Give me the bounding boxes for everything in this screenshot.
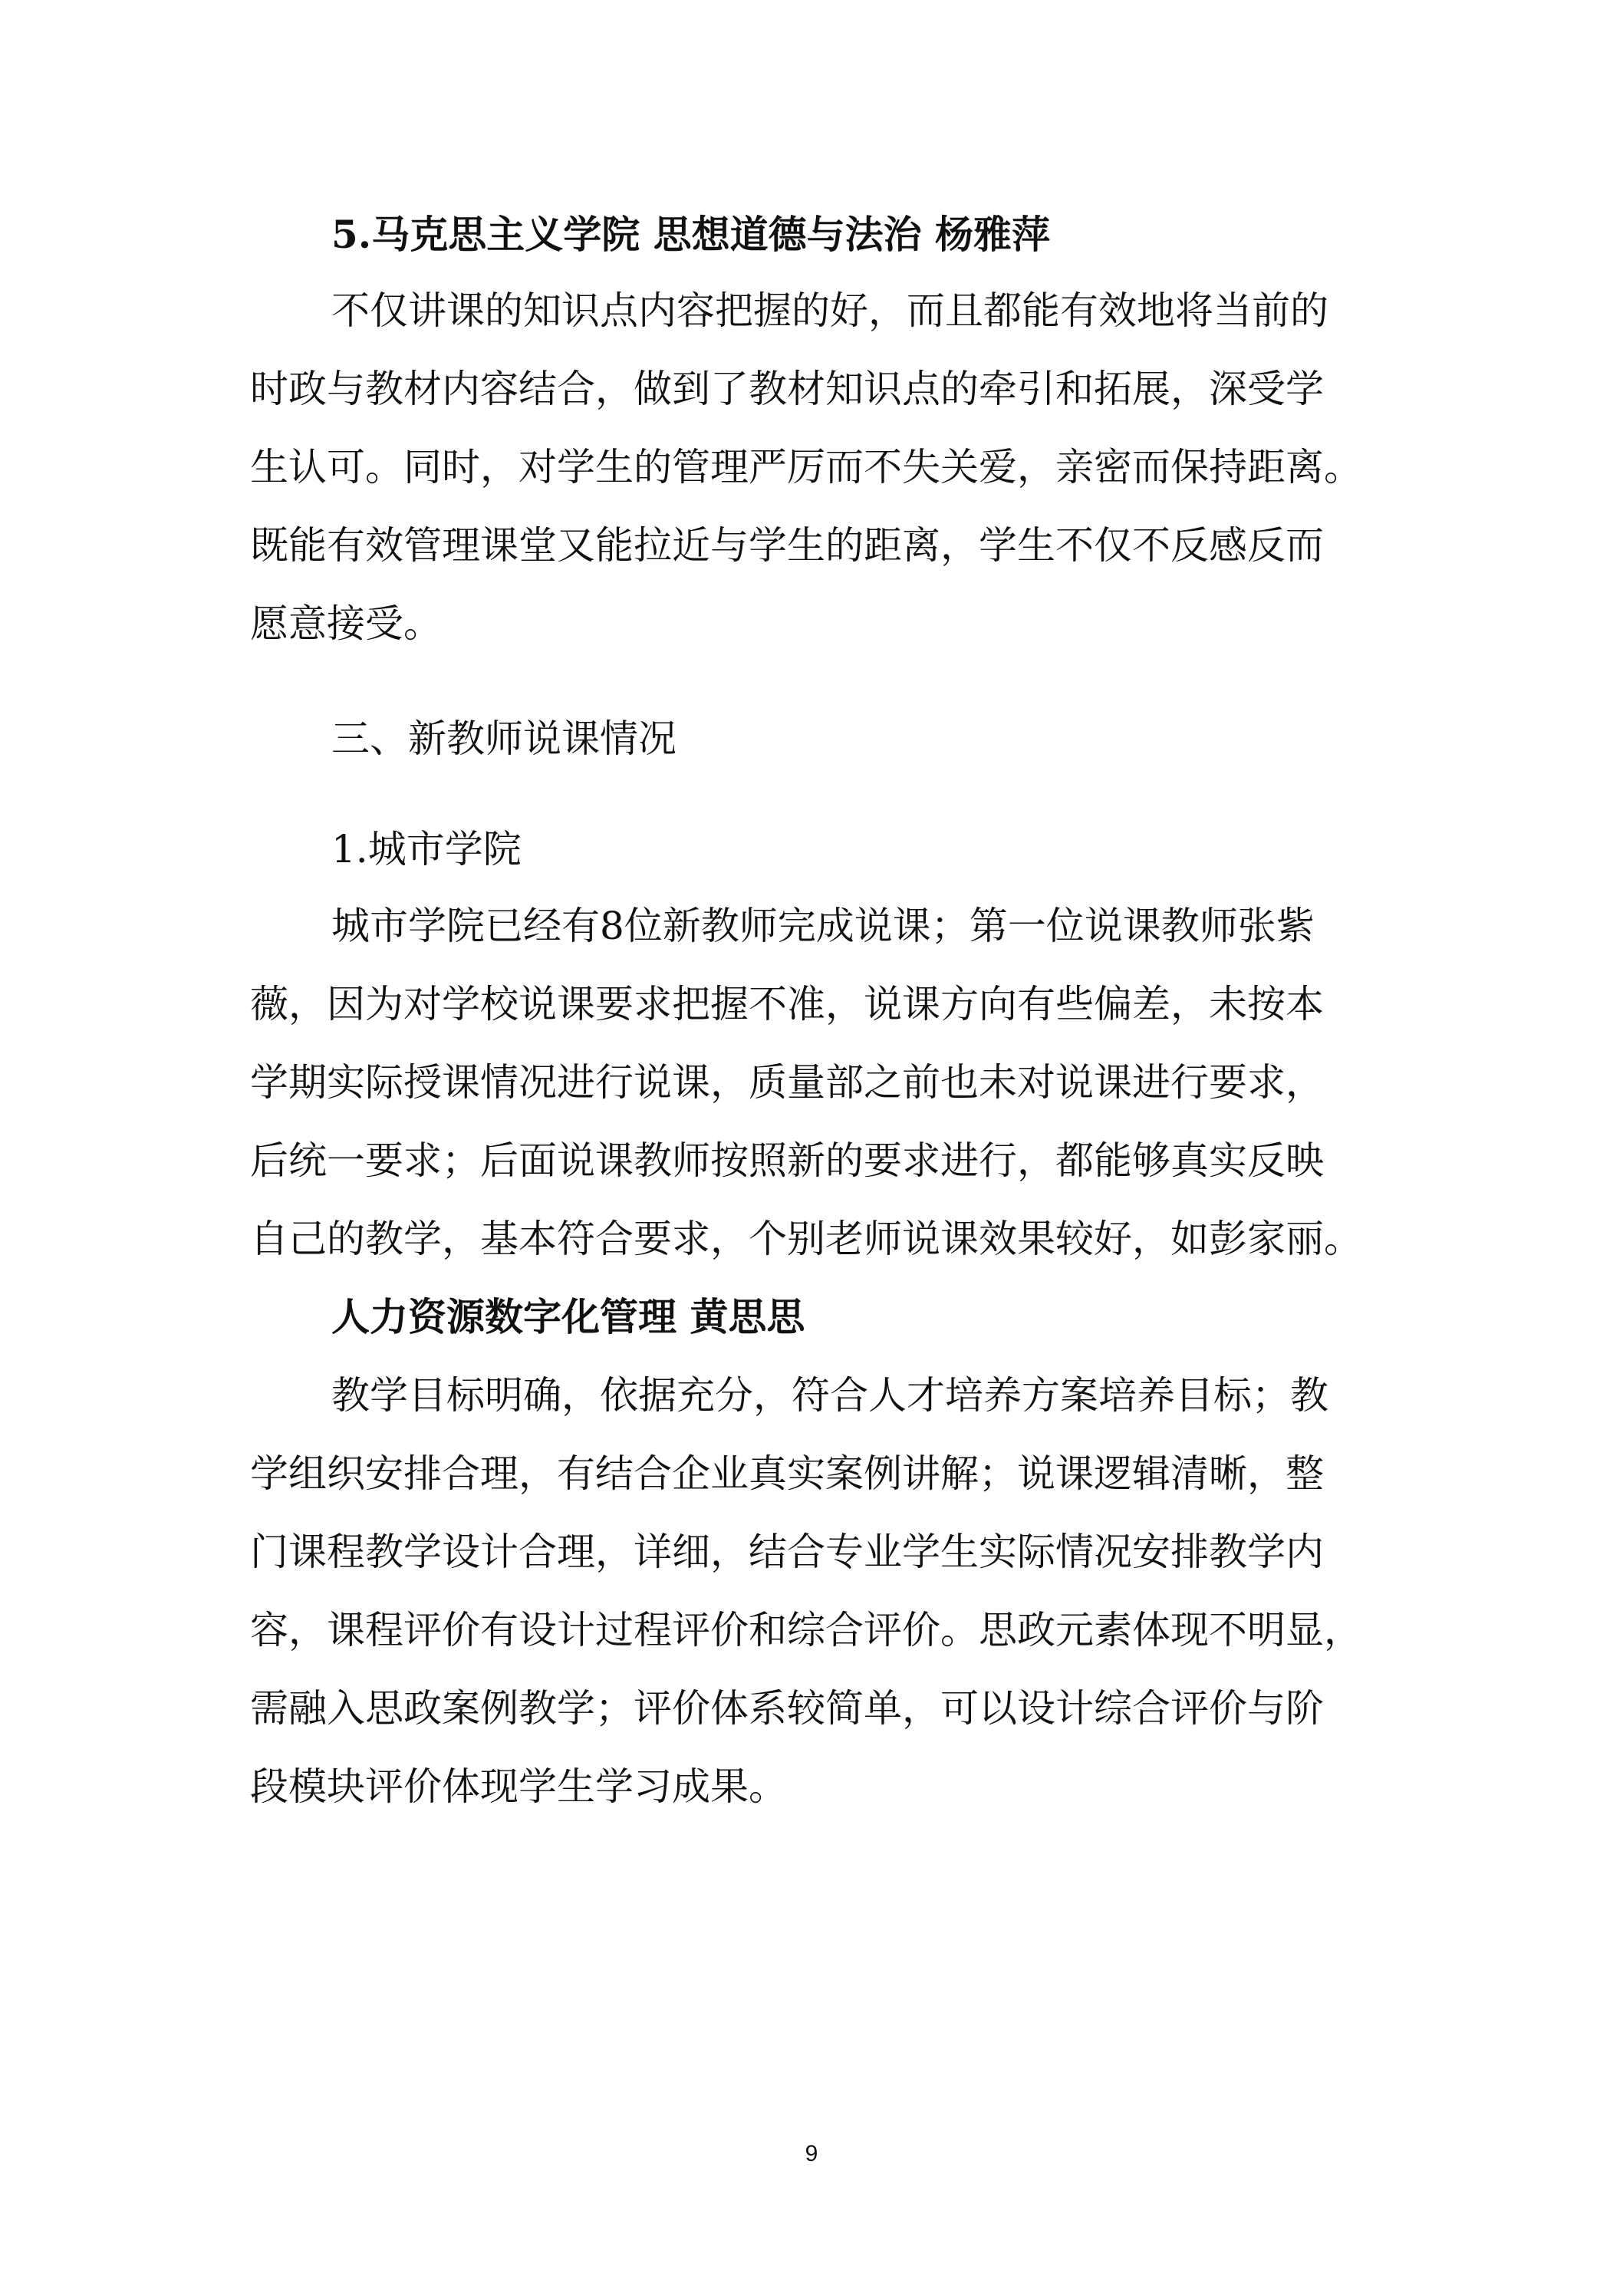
- paragraph-line: 后统一要求；后面说课教师按照新的要求进行，都能够真实反映: [250, 1138, 1324, 1183]
- paragraph-line: 学期实际授课情况进行说课，质量部之前也未对说课进行要求，: [250, 1060, 1324, 1105]
- paragraph-line: 生认可。同时，对学生的管理严厉而不失关爱，亲密而保持距离。: [250, 445, 1362, 489]
- paragraph-line: 门课程教学设计合理，详细，结合专业学生实际情况安排教学内: [250, 1530, 1324, 1574]
- course-heading: 人力资源数字化管理 黄思思: [331, 1294, 805, 1339]
- paragraph-line: 不仅讲课的知识点内容把握的好，而且都能有效地将当前的: [331, 288, 1328, 333]
- paragraph-line: 薇，因为对学校说课要求把握不准，说课方向有些偏差，未按本: [250, 982, 1324, 1026]
- paragraph-line: 容，课程评价有设计过程评价和综合评价。思政元素体现不明显，: [250, 1608, 1362, 1652]
- section-heading: 5.马克思主义学院 思想道德与法治 杨雅萍: [331, 212, 1051, 257]
- paragraph-line: 自己的教学，基本符合要求，个别老师说课效果较好，如彭家丽。: [250, 1217, 1362, 1261]
- paragraph-line: 时政与教材内容结合，做到了教材知识点的牵引和拓展，深受学: [250, 367, 1324, 411]
- paragraph-line: 段模块评价体现学生学习成果。: [250, 1764, 787, 1809]
- subsection-heading: 1.城市学院: [331, 827, 522, 871]
- section-heading: 三、新教师说课情况: [331, 716, 677, 761]
- paragraph-line: 既能有效管理课堂又能拉近与学生的距离，学生不仅不反感反而: [250, 523, 1324, 568]
- paragraph-line: 学组织安排合理，有结合企业真实案例讲解；说课逻辑清晰，整: [250, 1451, 1324, 1496]
- paragraph-line: 城市学院已经有8位新教师完成说课；第一位说课教师张紫: [331, 904, 1315, 948]
- paragraph-line: 教学目标明确，依据充分，符合人才培养方案培养目标；教: [331, 1373, 1328, 1418]
- paragraph-line: 需融入思政案例教学；评价体系较简单，可以设计综合评价与阶: [250, 1686, 1324, 1731]
- paragraph-line: 愿意接受。: [250, 601, 442, 646]
- page-number: 9: [805, 2141, 818, 2166]
